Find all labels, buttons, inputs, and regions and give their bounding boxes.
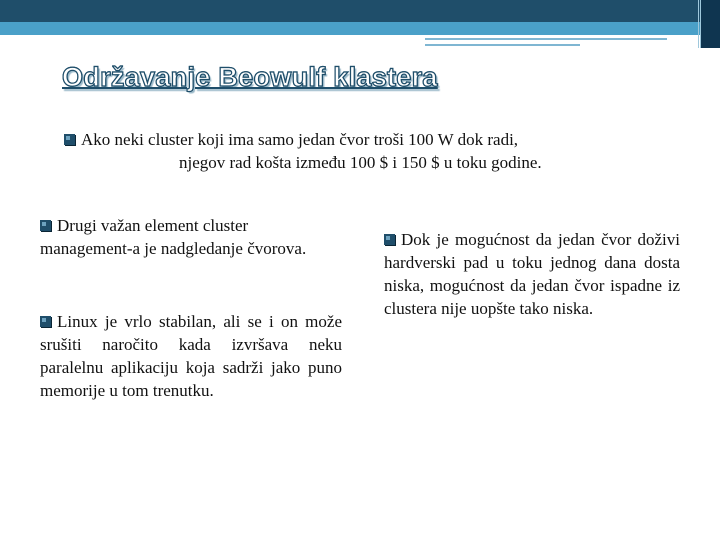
square-bullet-icon bbox=[384, 234, 395, 245]
header-band-light bbox=[0, 22, 705, 35]
bullet-point-monitoring bbox=[40, 214, 340, 260]
header-band bbox=[0, 0, 720, 22]
bullet-point-power-cost-line2: njegov rad košta između 100 $ i 150 $ u toku godine. bbox=[179, 153, 542, 172]
square-bullet-icon bbox=[64, 134, 75, 145]
bullet-point-linux-stability bbox=[40, 310, 342, 402]
bullet-point-monitoring-text: Drugi važan element cluster management-a je nadgledanje čvorova. bbox=[40, 216, 307, 258]
header-corner-stripes bbox=[698, 0, 702, 48]
bullet-point-node-failure bbox=[384, 228, 680, 320]
header-corner-block bbox=[700, 0, 720, 48]
slide-title: Održavanje Beowulf klastera bbox=[62, 62, 438, 92]
bullet-point-linux-stability-text: Linux je vrlo stabilan, ali se i on može srušiti naročito kada izvršava neku paralelnu aplikaciju koja sadrži jako puno memorije u tom trenutku. bbox=[40, 312, 342, 400]
bullet-point-power-cost bbox=[64, 128, 664, 174]
header-rule-bottom bbox=[425, 44, 580, 46]
bullet-point-power-cost-line1: Ako neki cluster koji ima samo jedan čvor troši 100 W dok radi, bbox=[81, 130, 519, 149]
header-rule-top bbox=[425, 38, 667, 40]
square-bullet-icon bbox=[40, 220, 51, 231]
bullet-point-node-failure-text: Dok je mogućnost da jedan čvor doživi hardverski pad u toku jednog dana dosta niska, mogućnost da jedan čvor ispadne iz clustera nije uopšte tako niska. bbox=[384, 230, 680, 318]
square-bullet-icon bbox=[40, 316, 51, 327]
